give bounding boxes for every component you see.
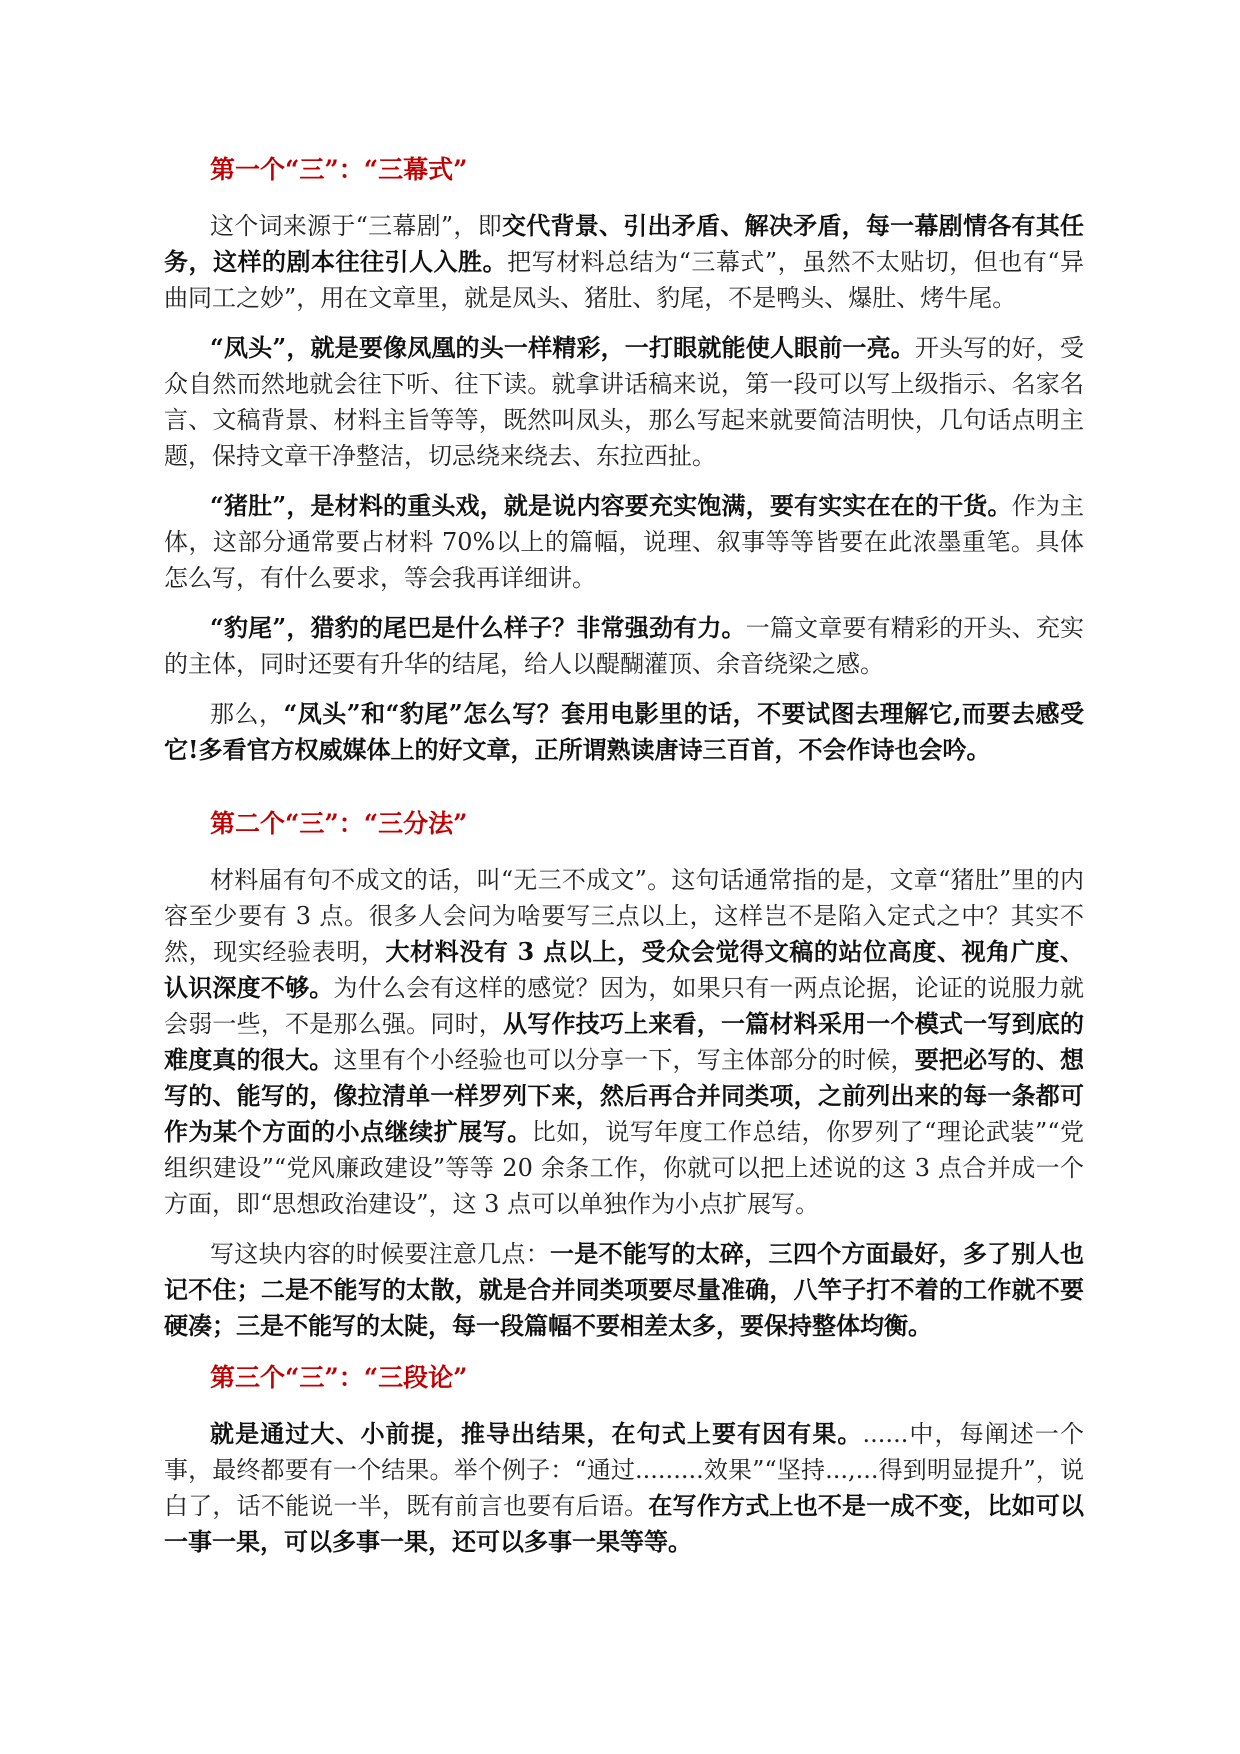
body-text: 比如，说写年度工作总结，你罗列了“理论武装”“党组织建设”“党风廉政建设”等等 20 余条工作，你就可以把上述说的这 3 点合并成一个方面，即“思想政治建设”，这 3 点可以单独作为小点扩展写。 <box>164 1118 1084 1218</box>
emphasis-text: 交代背景、引出矛盾、解决矛盾，每一幕剧情各有其任务，这样的剧本往往引人入胜。 <box>164 211 1084 276</box>
emphasis-text: 大材料没有 3 点以上，受众会觉得文稿的站位高度、视角广度、认识深度不够。 <box>164 937 1084 1002</box>
body-text: 这里有个小经验也可以分享一下，写主体部分的时候， <box>333 1046 915 1074</box>
paragraph <box>164 488 1084 596</box>
section-heading-2: 第二个“三”：“三分法” <box>210 809 468 838</box>
body-text: 材料届有句不成文的话，叫“无三不成文”。这句话通常指的是，文章“猪肚”里的内容至少要有 3 点。很多人会问为啥要写三点以上，这样岂不是陷入定式之中？其实不然，现实经验表明， <box>164 866 1084 966</box>
paragraph <box>164 330 1084 474</box>
emphasis-text: 就是通过大、小前提，推导出结果，在句式上要有因有果。 <box>210 1419 863 1448</box>
document-page <box>164 150 1084 1574</box>
emphasis-text: “凤头”和“豹尾”怎么写？套用电影里的话，不要试图去理解它,而要去感受它!多看官方权威媒体上的好文章，正所谓熟读唐诗三百首，不会作诗也会吟。 <box>164 699 1085 764</box>
body-text: 一篇文章要有精彩的开头、充实的主体，同时还要有升华的结尾，给人以醍醐灌顶、余音绕梁之感。 <box>164 614 1085 678</box>
paragraph <box>164 1416 1084 1560</box>
paragraph <box>164 208 1084 316</box>
emphasis-text: 从写作技巧上来看，一篇材料采用一个模式一写到底的难度真的很大。 <box>164 1009 1085 1074</box>
emphasis-text: 在写作方式上也不是一成不变，比如可以一事一果，可以多事一果，还可以多事一果等等。 <box>164 1491 1085 1556</box>
emphasis-text: 一是不能写的太碎，三四个方面最好，多了别人也记不住；二是不能写的太散，就是合并同类项要尽量准确，八竿子打不着的工作就不要硬凑；三是不能写的太陡，每一段篇幅不要相差太多，要保持整体均衡。 <box>164 1239 1084 1340</box>
emphasis-text: “猪肚”，是材料的重头戏，就是说内容要充实饱满，要有实实在在的干货。 <box>210 491 1012 520</box>
body-text: ......中，每阐述一个事，最终都要有一个结果。举个例子：“通过.........效果”“坚持...,...得到明显提升”，说白了，话不能说一半，既有前言也要有后语。 <box>164 1420 1085 1520</box>
section-heading-3: 第三个“三”：“三段论” <box>210 1363 468 1392</box>
body-text: 开头写的好，受众自然而然地就会往下听、往下读。就拿讲话稿来说，第一段可以写上级指示、名家名言、文稿背景、材料主旨等等，既然叫凤头，那么写起来就要简洁明快，几句话点明主题，保持文章干净整洁，切忌绕来绕去、东拉西扯。 <box>164 334 1085 470</box>
paragraph <box>164 610 1084 682</box>
emphasis-text: 要把必写的、想写的、能写的，像拉清单一样罗列下来，然后再合并同类项，之前列出来的每一条都可作为某个方面的小点继续扩展写。 <box>164 1045 1085 1146</box>
body-text: 这个词来源于“三幕剧”，即 <box>210 212 502 240</box>
body-text: 把写材料总结为“三幕式”，虽然不太贴切，但也有“异曲同工之妙”，用在文章里，就是凤头、猪肚、豹尾，不是鸭头、爆肚、烤牛尾。 <box>164 248 1085 312</box>
paragraph <box>164 696 1084 768</box>
body-text: 写这块内容的时候要注意几点： <box>210 1240 550 1268</box>
body-text: 作为主体，这部分通常要占材料 70%以上的篇幅，说理、叙事等等皆要在此浓墨重笔。具体怎么写，有什么要求，等会我再详细讲。 <box>164 492 1085 592</box>
emphasis-text: “豹尾”，猎豹的尾巴是什么样子？非常强劲有力。 <box>210 613 746 642</box>
section-heading-1: 第一个“三”：“三幕式” <box>210 155 468 184</box>
paragraph <box>164 862 1084 1222</box>
body-text: 那么， <box>210 700 284 728</box>
paragraph <box>164 1236 1084 1344</box>
body-text: 为什么会有这样的感觉？因为，如果只有一两点论据，论证的说服力就会弱一些，不是那么强。同时， <box>164 974 1084 1038</box>
emphasis-text: “凤头”，就是要像凤凰的头一样精彩，一打眼就能使人眼前一亮。 <box>210 333 915 362</box>
